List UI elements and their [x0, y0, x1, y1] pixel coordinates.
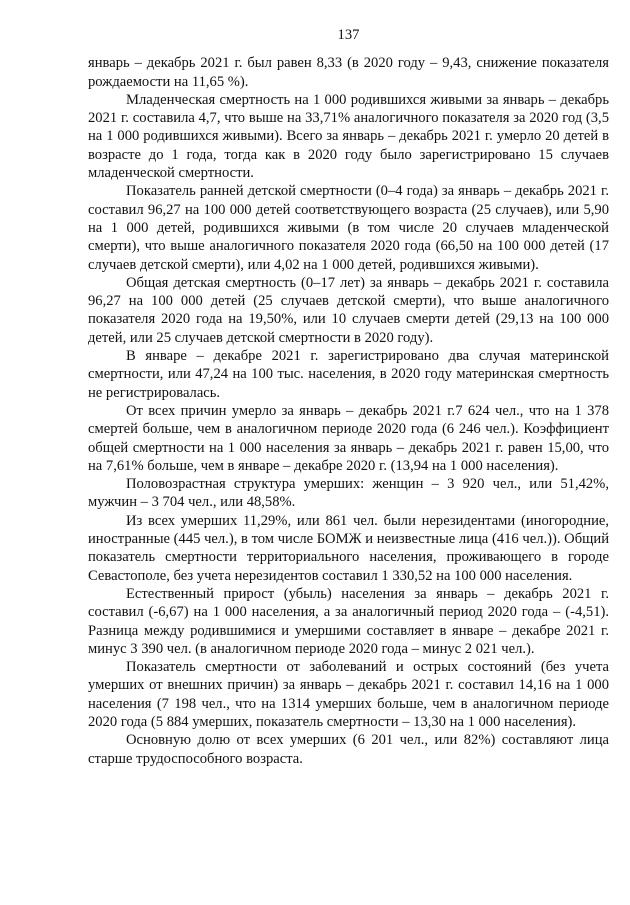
paragraph-non-residents: Из всех умерших 11,29%, или 861 чел. были нерезидентами (иногородние, иностранные (445 чел.), в том числе БОМЖ и неизвестные лица (416 чел.)). Общий показатель смертности территориального населения, проживающего в городе Севастополе, без учета нерезидентов составил 1 330,52 на 100 000 населения. [88, 512, 609, 584]
paragraph-early-child-mortality: Показатель ранней детской смертности (0–4 года) за январь – декабрь 2021 г. составил 96,27 на 100 000 детей соответствующего возраста (25 случаев), или 5,90 на 1 000 детей, родившихся живыми (в том числе 20 случаев младенческой смерти), что выше аналогичного показателя 2020 года (66,50 на 100 000 детей (17 случаев детской смерти), или 4,02 на 1 000 детей, родившихся живыми). [88, 183, 609, 273]
document-page [88, 26, 609, 768]
page-number: 137 [337, 27, 360, 43]
paragraph-elderly-share: Основную долю от всех умерших (6 201 чел., или 82%) составляют лица старше трудоспособного возраста. [88, 732, 609, 767]
paragraph-total-deaths: От всех причин умерло за январь – декабрь 2021 г.7 624 чел., что на 1 378 смертей больше, чем в аналогичном периоде 2020 года (6 246 чел.). Коэффициент общей смертности на 1 000 населения за январь – декабрь 2021 г. равен 15,00, что на 7,61% больше, чем в январе – декабре 2020 г. (13,94 на 1 000 населения). [88, 402, 609, 474]
paragraph-maternal-mortality: В январе – декабре 2021 г. зарегистрировано два случая материнской смертности, или 47,24 на 100 тыс. населения, в 2020 году материнская смертность не регистрировалась. [88, 348, 609, 401]
paragraph-general-child-mortality: Общая детская смертность (0–17 лет) за январь – декабрь 2021 г. составила 96,27 на 100 000 детей (25 случаев детской смерти), что выше аналогичного показателя 2020 года на 19,50%, или 10 случаев смерти детей (29,13 на 100 000 детей, или 25 случаев детской смертности в 2020 году). [88, 274, 609, 346]
paragraph-natural-growth: Естественный прирост (убыль) населения за январь – декабрь 2021 г. составил (-6,67) на 1 000 населения, а за аналогичный период 2020 года – (-4,51). Разница между родившимися и умершими составляет в январе – декабре 2021 г. минус 3 390 чел. (в аналогичном периоде 2020 года – минус 2 021 чел.). [88, 585, 609, 657]
paragraph-disease-mortality: Показатель смертности от заболеваний и острых состояний (без учета умерших от внешних причин) за январь – декабрь 2021 г. составил 14,16 на 1 000 населения (7 198 чел., что на 1314 умерших больше, чем в аналогичном периоде 2020 года (5 884 умерших, показатель смертности – 13,30 на 1 000 населения). [88, 659, 609, 730]
paragraph-infant-mortality: Младенческая смертность на 1 000 родившихся живыми за январь – декабрь 2021 г. составила 4,7, что выше на 33,71% аналогичного показателя за 2020 год (3,5 на 1 000 родившихся живыми). Всего за январь – декабрь 2021 г. умерло 20 детей в возрасте до 1 года, тогда как в 2020 году было зарегистрировано 15 случаев младенческой смертности. [88, 91, 609, 182]
paragraph-sex-structure: Половозрастная структура умерших: женщин – 3 920 чел., или 51,42%, мужчин – 3 704 чел., или 48,58%. [88, 476, 609, 511]
paragraph-birth-rate-end: январь – декабрь 2021 г. был равен 8,33 (в 2020 году – 9,43, снижение показателя рождаемости на 11,65 %). [88, 55, 609, 90]
